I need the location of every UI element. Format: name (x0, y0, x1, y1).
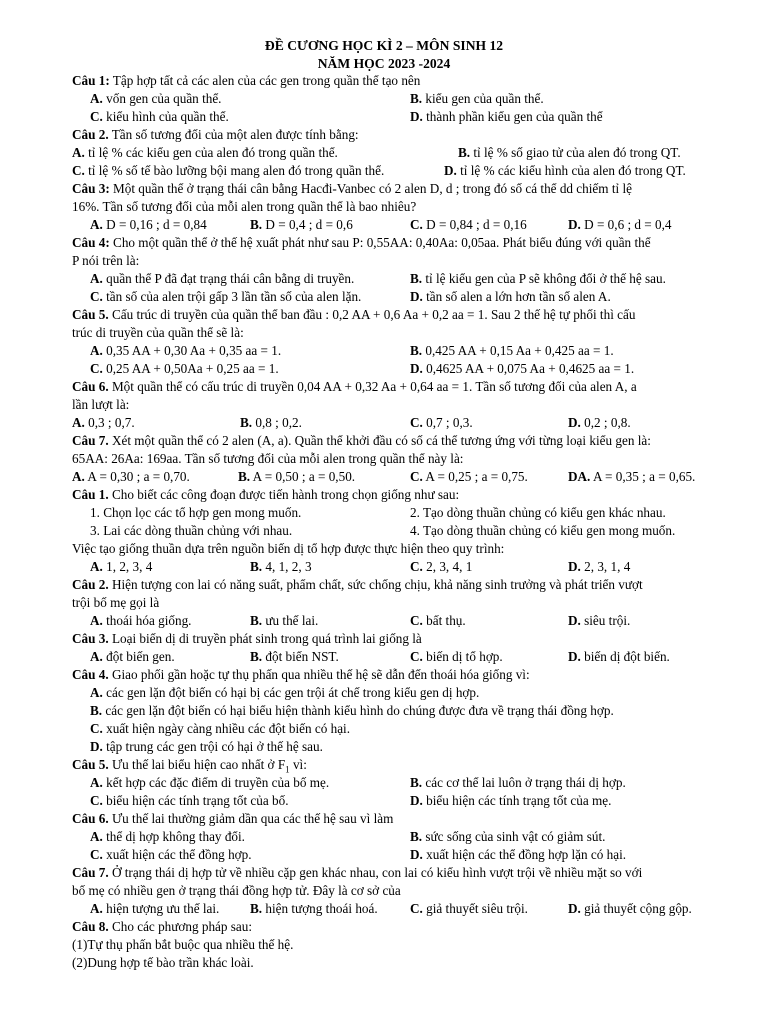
question-2 (72, 126, 359, 144)
option-d: D. 2, 3, 1, 4 (568, 559, 631, 574)
question-text: Cấu trúc di truyền của quần thể ban đầu : 0,2 AA + 0,6 Aa + 0,2 aa = 1. Sau 2 thế hệ tự phối thì cấu (111, 307, 636, 322)
option-b: B. các cơ thể lai luôn ở trạng thái dị hợp. (410, 775, 626, 790)
option-c: C. A = 0,25 ; a = 0,75. (410, 469, 528, 484)
option-b: B. 0,8 ; 0,2. (240, 415, 302, 430)
option-d: D. tập trung các gen trội có hại ở thế hệ sau. (90, 739, 323, 754)
question-text: Một quần thể ở trạng thái cân bằng Hacđi-Vanbec có 2 alen D, d ; trong đó số cá thể dd chiếm tỉ lệ (113, 181, 632, 196)
question-number: Câu 8. (72, 919, 109, 934)
question-1-part2 (72, 486, 459, 504)
question-text-cont: trúc di truyền của quần thể sẽ là: (72, 325, 244, 340)
step-4: 4. Tạo dòng thuần chủng có kiểu gen mong muốn. (410, 523, 676, 538)
question-text-cont: trội bố mẹ gọi là (72, 595, 160, 610)
option-d: D. biến dị đột biến. (568, 649, 670, 664)
option-b: B. A = 0,50 ; a = 0,50. (238, 469, 356, 484)
question-text: Tần số tương đối của một alen được tính bằng: (111, 127, 359, 142)
option-a: A. thể dị hợp không thay đổi. (90, 829, 245, 844)
question-number: Câu 6. (72, 379, 109, 394)
question-number: Câu 6. (72, 811, 109, 826)
question-number: Câu 2. (72, 577, 109, 592)
option-d: D. siêu trội. (568, 613, 631, 628)
option-c: C. biểu hiện các tính trạng tốt của bố. (90, 793, 289, 808)
option-b: B. hiện tượng thoái hoá. (250, 901, 378, 916)
option-b: B. tỉ lệ kiểu gen của P sẽ không đổi ở thế hệ sau. (410, 271, 666, 286)
option-b: B. D = 0,4 ; d = 0,6 (250, 217, 353, 232)
option-a: A. A = 0,30 ; a = 0,70. (72, 469, 190, 484)
question-text: Hiện tượng con lai có năng suất, phẩm chất, sức chống chịu, khả năng sinh trưởng và phát triển vượt (111, 577, 643, 592)
question-text-cont: bố mẹ có nhiều gen ở trạng thái đồng hợp tử. Đây là cơ sở của (72, 883, 401, 898)
method-1: (1)Tự thụ phấn bắt buộc qua nhiều thế hệ. (72, 937, 294, 952)
option-b: B. tỉ lệ % số giao tử của alen đó trong QT. (458, 145, 681, 160)
question-4 (72, 234, 651, 252)
method-2: (2)Dung hợp tế bào trần khác loài. (72, 955, 254, 970)
school-year: NĂM HỌC 2023 -2024 (317, 56, 451, 71)
option-b: B. sức sống của sinh vật có giảm sút. (410, 829, 606, 844)
question-3-part2 (72, 630, 422, 648)
question-text-cont: 65AA: 26Aa: 169aa. Tần số tương đối của mỗi alen trong quần thể này là: (72, 451, 464, 466)
option-d: D. giả thuyết cộng gộp. (568, 901, 692, 916)
option-b: B. kiểu gen của quần thể. (410, 91, 544, 106)
question-number: Câu 1: (72, 73, 110, 88)
option-b: B. 0,425 AA + 0,15 Aa + 0,425 aa = 1. (410, 343, 614, 358)
question-text: Giao phối gần hoặc tự thụ phấn qua nhiều thế hệ sẽ dẫn đến thoái hóa giống vì: (111, 667, 530, 682)
step-2: 2. Tạo dòng thuần chủng có kiểu gen khác nhau. (410, 505, 666, 520)
question-text-tail: vì: (289, 757, 307, 772)
option-a: A. D = 0,16 ; d = 0,84 (90, 217, 207, 232)
question-number: Câu 4: (72, 235, 110, 250)
option-c: C. bất thụ. (410, 613, 466, 628)
option-a: A. 0,35 AA + 0,30 Aa + 0,35 aa = 1. (90, 343, 282, 358)
question-number: Câu 5. (72, 757, 109, 772)
question-number: Câu 3. (72, 631, 109, 646)
question-2-part2 (72, 576, 643, 594)
question-text: Ở trạng thái dị hợp tử về nhiều cặp gen khác nhau, con lai có kiểu hình vượt trội về nhiều mặt so với (111, 865, 643, 880)
question-3 (72, 180, 632, 198)
option-a: A. quần thể P đã đạt trạng thái cân bằng di truyền. (90, 271, 355, 286)
option-c: C. xuất hiện ngày càng nhiều các đột biến có hại. (90, 721, 351, 736)
question-1 (72, 72, 420, 90)
question-text-cont: 16%. Tần số tương đối của mỗi alen trong quần thể là bao nhiêu? (72, 199, 417, 214)
question-text: Một quần thể có cấu trúc di truyền 0,04 AA + 0,32 Aa + 0,64 aa = 1. Tần số tương đối của alen A, a (111, 379, 637, 394)
option-c: C. D = 0,84 ; d = 0,16 (410, 217, 527, 232)
option-c: C. tỉ lệ % số tế bào lưỡng bội mang alen đó trong quần thể. (72, 163, 385, 178)
option-b: B. ưu thế lai. (250, 613, 319, 628)
question-number: Câu 7. (72, 865, 109, 880)
document-title: ĐỀ CƯƠNG HỌC KÌ 2 – MÔN SINH 12 (264, 38, 504, 53)
question-number: Câu 2. (72, 127, 109, 142)
option-d: D. thành phần kiểu gen của quần thể (410, 109, 603, 124)
option-a: A. tỉ lệ % các kiểu gen của alen đó trong quần thể. (72, 145, 338, 160)
question-text-cont: Việc tạo giống thuần dựa trên nguồn biến dị tổ hợp được thực hiện theo quy trình: (72, 541, 505, 556)
question-text: Ưu thế lai thường giảm dần qua các thế hệ sau vì làm (111, 811, 394, 826)
question-6-part2 (72, 810, 393, 828)
question-text: Loại biến dị di truyền phát sinh trong quá trình lai giống là (111, 631, 422, 646)
option-d: D. 0,4625 AA + 0,075 Aa + 0,4625 aa = 1. (410, 361, 635, 376)
question-text: Tập hợp tất cả các alen của các gen trong quần thể tạo nên (112, 73, 421, 88)
option-b: B. đột biến NST. (250, 649, 339, 664)
option-d: D. D = 0,6 ; d = 0,4 (568, 217, 672, 232)
option-c: C. xuất hiện các thể đồng hợp. (90, 847, 252, 862)
option-a: A. thoái hóa giống. (90, 613, 192, 628)
option-a: A. 1, 2, 3, 4 (90, 559, 153, 574)
question-text: Cho các phương pháp sau: (111, 919, 253, 934)
question-number: Câu 7. (72, 433, 109, 448)
question-number: Câu 4. (72, 667, 109, 682)
option-c: C. 0,25 AA + 0,50Aa + 0,25 aa = 1. (90, 361, 279, 376)
option-c: C. tần số của alen trội gấp 3 lần tần số của alen lặn. (90, 289, 362, 304)
option-d: D. 0,2 ; 0,8. (568, 415, 631, 430)
question-text: Cho một quần thể ở thế hệ xuất phát như sau P: 0,55AA: 0,40Aa: 0,05aa. Phát biểu đúng với quần thể (113, 235, 651, 250)
question-number: Câu 5. (72, 307, 109, 322)
option-c: C. giả thuyết siêu trội. (410, 901, 528, 916)
option-d: D. biểu hiện các tính trạng tốt của mẹ. (410, 793, 612, 808)
option-c: C. 2, 3, 4, 1 (410, 559, 473, 574)
step-3: 3. Lai các dòng thuần chủng với nhau. (90, 523, 293, 538)
option-a: A. các gen lặn đột biến có hại bị các gen trội át chế trong kiểu gen dị hợp. (90, 685, 480, 700)
question-4-part2 (72, 666, 530, 684)
option-a: A. vốn gen của quần thể. (90, 91, 222, 106)
question-6 (72, 378, 637, 396)
question-text-cont: P nói trên là: (72, 253, 140, 268)
step-1: 1. Chọn lọc các tổ hợp gen mong muốn. (90, 505, 302, 520)
option-d: DA. A = 0,35 ; a = 0,65. (568, 469, 696, 484)
option-c: C. kiểu hình của quần thể. (90, 109, 229, 124)
question-text: Xét một quần thể có 2 alen (A, a). Quần thể khởi đầu có số cá thể tương ứng với từng loại kiểu gen là: (111, 433, 651, 448)
question-7-part2 (72, 864, 642, 882)
option-d: D. xuất hiện các thể đồng hợp lặn có hại. (410, 847, 627, 862)
subscript: 1 (285, 764, 290, 775)
option-c: C. 0,7 ; 0,3. (410, 415, 473, 430)
question-5 (72, 306, 635, 324)
option-b: B. 4, 1, 2, 3 (250, 559, 312, 574)
question-5-part2 (72, 756, 307, 774)
question-number: Câu 3: (72, 181, 110, 196)
question-text: Cho biết các công đoạn được tiến hành trong chọn giống như sau: (111, 487, 460, 502)
option-c: C. biến dị tổ hợp. (410, 649, 503, 664)
option-a: A. hiện tượng ưu thế lai. (90, 901, 220, 916)
option-b: B. các gen lặn đột biến có hại biểu hiện thành kiểu hình do chúng được đưa về trạng thái đồng hợp. (90, 703, 614, 718)
question-text-cont: lần lượt là: (72, 397, 130, 412)
option-a: A. đột biến gen. (90, 649, 175, 664)
option-d: D. tần số alen a lớn hơn tần số alen A. (410, 289, 611, 304)
question-7 (72, 432, 651, 450)
question-number: Câu 1. (72, 487, 109, 502)
option-a: A. kết hợp các đặc điểm di truyền của bố mẹ. (90, 775, 330, 790)
option-d: D. tỉ lệ % các kiểu hình của alen đó trong QT. (444, 163, 686, 178)
question-8-part2 (72, 918, 252, 936)
option-a: A. 0,3 ; 0,7. (72, 415, 135, 430)
question-text: Ưu thế lai biểu hiện cao nhất ở F (111, 757, 286, 772)
